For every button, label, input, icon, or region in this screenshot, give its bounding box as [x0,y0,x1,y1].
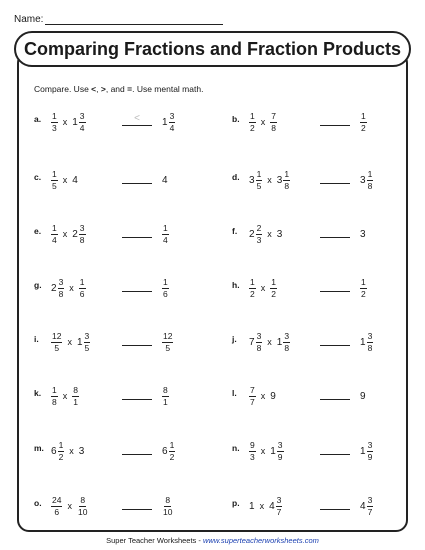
whole-number: 1 [270,445,276,457]
numerator: 1 [58,440,64,450]
answer-blank[interactable] [320,454,350,455]
numerator: 3 [58,277,64,287]
problem-item [34,381,204,411]
fraction [51,224,58,244]
numerator: 3 [169,111,175,121]
problem-expression [249,107,277,137]
numerator: 8 [163,385,168,395]
numerator: 3 [276,495,282,505]
problem-letter: i. [34,334,39,344]
denominator: 8 [256,342,262,353]
numerator: 2 [256,223,262,233]
fraction [79,224,86,244]
whole-number: 1 [162,116,168,128]
whole-number: 1 [360,336,366,348]
problem-expression [51,165,78,195]
denominator: 8 [79,234,85,245]
instructions-text: Compare. Use [34,84,92,94]
problem-letter: a. [34,114,42,124]
fraction [51,170,58,190]
answer-blank[interactable] [320,509,350,510]
comparison-value [360,219,366,249]
whole-number: 3 [360,228,366,240]
instructions-text: , and [105,84,128,94]
problem-letter: o. [34,498,42,508]
numerator: 1 [52,223,57,233]
denominator: 10 [163,506,173,517]
worksheet-title: Comparing Fractions and Fraction Products [14,31,411,67]
problem-item [232,273,402,303]
problem-expression [51,381,79,411]
denominator: 6 [163,288,168,299]
denominator: 3 [250,451,255,462]
sample-answer: < [134,113,140,124]
whole-number: 2 [72,228,78,240]
answer-blank[interactable] [122,291,152,292]
numerator: 3 [367,440,373,450]
numerator: 1 [169,440,175,450]
whole-number: 6 [51,445,57,457]
denominator: 2 [169,451,175,462]
problem-item [232,491,402,521]
numerator: 3 [277,440,283,450]
fraction [276,496,283,516]
denominator: 4 [52,234,57,245]
denominator: 7 [250,396,255,407]
name-label: Name: [14,14,44,25]
answer-blank[interactable] [320,183,350,184]
answer-blank[interactable] [122,125,152,126]
numerator: 1 [271,277,276,287]
comparison-value [162,219,169,249]
fraction [169,112,176,132]
fraction [249,278,256,298]
numerator: 3 [367,331,373,341]
answer-blank[interactable] [122,345,152,346]
denominator: 5 [52,180,57,191]
less-than-symbol: < [91,84,97,94]
multiply-symbol: x [67,501,72,511]
instructions [34,84,203,94]
name-field [14,14,223,25]
multiply-symbol: x [69,446,74,456]
multiply-symbol: x [267,175,272,185]
problem-letter: p. [232,498,240,508]
fraction [360,278,367,298]
fraction [79,278,86,298]
problem-letter: g. [34,280,42,290]
multiply-symbol: x [62,391,68,401]
multiply-symbol: x [62,117,68,127]
comparison-value [360,107,367,137]
whole-number: 6 [162,445,168,457]
fraction [360,112,367,132]
denominator: 1 [73,396,78,407]
fraction [367,170,374,190]
answer-blank[interactable] [320,237,350,238]
problem-expression [249,273,277,303]
numerator: 7 [250,385,255,395]
denominator: 8 [58,288,64,299]
multiply-symbol: x [260,283,266,293]
problem-expression [51,491,88,521]
numerator: 3 [256,331,262,341]
numerator: 3 [79,111,85,121]
denominator: 8 [284,180,290,191]
answer-blank[interactable] [122,237,152,238]
whole-number: 1 [276,336,283,348]
fraction [162,224,169,244]
fraction [162,496,173,516]
numerator: 3 [284,331,290,341]
problem-item [232,436,402,466]
name-line[interactable] [45,15,223,25]
numerator: 1 [79,277,85,287]
comparison-value [162,381,169,411]
numerator: 8 [73,385,78,395]
numerator: 8 [80,495,86,505]
fraction [283,332,290,352]
numerator: 1 [163,277,168,287]
fraction [270,278,277,298]
multiply-symbol: x [62,229,68,239]
problem-letter: l. [232,388,237,398]
comparison-value [162,436,175,466]
fraction [283,170,290,190]
answer-blank[interactable] [122,399,152,400]
problem-expression [249,327,290,357]
whole-number: 9 [270,390,276,402]
numerator: 1 [52,111,57,121]
fraction [169,441,176,461]
problem-expression [51,273,86,303]
comparison-value [162,273,169,303]
fraction [58,441,65,461]
fraction [367,332,374,352]
fraction [51,386,58,406]
fraction [162,386,169,406]
denominator: 5 [165,342,171,353]
fraction [162,278,169,298]
answer-blank[interactable] [122,509,152,510]
fraction [367,496,374,516]
instructions-text: , [96,84,101,94]
comparison-value [162,491,173,521]
numerator: 9 [250,440,255,450]
denominator: 5 [84,342,90,353]
problem-letter: k. [34,388,42,398]
whole-number: 2 [249,228,255,240]
problem-expression [51,327,90,357]
problem-item [232,381,402,411]
multiply-symbol: x [267,337,272,347]
footer [0,536,425,545]
answer-blank[interactable] [320,125,350,126]
comparison-value [162,165,168,195]
answer-blank[interactable] [320,345,350,346]
denominator: 2 [361,288,366,299]
fraction [256,224,263,244]
problem-item [34,436,204,466]
problem-item [232,107,402,137]
problem-item [232,327,402,357]
problem-item [232,219,402,249]
denominator: 8 [367,342,373,353]
numerator: 12 [163,331,173,341]
denominator: 7 [367,506,373,517]
fraction [51,332,62,352]
answer-blank[interactable] [320,399,350,400]
comparison-value [162,327,173,357]
multiply-symbol: x [260,117,266,127]
problem-expression [249,436,284,466]
problem-expression [51,107,86,137]
whole-number: 2 [51,282,57,294]
numerator: 3 [79,223,85,233]
numerator: 1 [367,169,373,179]
denominator: 4 [79,122,85,133]
problem-expression [249,381,276,411]
fraction [77,496,88,516]
numerator: 12 [52,331,62,341]
denominator: 10 [77,506,88,517]
fraction [270,112,277,132]
whole-number: 4 [360,500,366,512]
problem-letter: e. [34,226,42,236]
problem-letter: j. [232,334,237,344]
problem-expression [249,165,290,195]
footer-brand: Super Teacher Worksheets [106,536,197,545]
multiply-symbol: x [267,229,272,239]
fraction [72,386,79,406]
numerator: 1 [250,277,255,287]
denominator: 3 [256,234,262,245]
numerator: 1 [250,111,255,121]
problem-letter: h. [232,280,240,290]
whole-number: 3 [276,228,283,240]
answer-blank[interactable] [122,454,152,455]
denominator: 1 [163,396,168,407]
answer-blank[interactable] [122,183,152,184]
numerator: 24 [52,495,62,505]
problem-expression [51,436,84,466]
numerator: 1 [361,111,366,121]
multiply-symbol: x [67,337,72,347]
whole-number: 4 [269,500,275,512]
denominator: 2 [361,122,366,133]
fraction [256,332,263,352]
problem-item [34,327,204,357]
multiply-symbol: x [69,283,74,293]
problem-item [34,219,204,249]
denominator: 4 [163,234,168,245]
denominator: 5 [54,342,60,353]
problem-expression [249,219,282,249]
whole-number: 7 [249,336,255,348]
fraction [249,112,256,132]
problem-item [34,107,204,137]
problem-item [34,273,204,303]
whole-number: 4 [162,174,168,186]
numerator: 8 [165,495,171,505]
multiply-symbol: x [259,501,265,511]
comparison-value [360,273,367,303]
fraction [249,386,256,406]
answer-blank[interactable] [320,291,350,292]
numerator: 1 [52,169,57,179]
problem-expression [51,219,86,249]
whole-number: 1 [76,336,83,348]
whole-number: 3 [276,174,283,186]
numerator: 1 [163,223,168,233]
denominator: 8 [271,122,276,133]
denominator: 6 [54,506,60,517]
fraction [84,332,91,352]
multiply-symbol: x [62,175,68,185]
denominator: 8 [52,396,57,407]
whole-number: 1 [249,500,255,512]
denominator: 2 [271,288,276,299]
denominator: 2 [250,122,255,133]
fraction [51,112,58,132]
problem-item [232,165,402,195]
whole-number: 1 [72,116,78,128]
numerator: 3 [367,495,373,505]
denominator: 6 [79,288,85,299]
problem-letter: f. [232,226,238,236]
denominator: 9 [277,451,283,462]
whole-number: 3 [360,174,366,186]
comparison-value [360,327,373,357]
instructions-text: . Use mental math. [132,84,204,94]
numerator: 1 [256,169,262,179]
problem-item [34,491,204,521]
denominator: 9 [367,451,373,462]
footer-url[interactable]: www.superteacherworksheets.com [202,536,319,545]
numerator: 7 [271,111,276,121]
problem-letter: d. [232,172,240,182]
denominator: 8 [367,180,373,191]
fraction [249,441,256,461]
problem-letter: m. [34,443,44,453]
greater-than-symbol: > [100,84,106,94]
multiply-symbol: x [260,446,266,456]
equals-symbol: = [127,84,133,94]
whole-number: 3 [249,174,255,186]
fraction [58,278,65,298]
denominator: 2 [58,451,64,462]
multiply-symbol: x [260,391,266,401]
comparison-value [360,436,373,466]
problem-expression [249,491,282,521]
comparison-value [162,107,175,137]
denominator: 7 [276,506,282,517]
whole-number: 3 [78,445,85,457]
footer-separator: - [196,536,203,545]
numerator: 3 [84,331,90,341]
denominator: 3 [52,122,57,133]
whole-number: 1 [360,445,366,457]
comparison-value [360,491,373,521]
numerator: 1 [361,277,366,287]
problem-letter: c. [34,172,42,182]
denominator: 2 [250,288,255,299]
comparison-value [360,381,366,411]
whole-number: 9 [360,390,366,402]
comparison-value [360,165,373,195]
problem-letter: n. [232,443,240,453]
numerator: 1 [284,169,290,179]
denominator: 5 [256,180,262,191]
fraction [256,170,263,190]
denominator: 8 [284,342,290,353]
fraction [277,441,284,461]
denominator: 4 [169,122,175,133]
fraction [367,441,374,461]
fraction [79,112,86,132]
problem-letter: b. [232,114,240,124]
whole-number: 4 [72,174,78,186]
problem-item [34,165,204,195]
fraction [51,496,62,516]
fraction [162,332,173,352]
numerator: 1 [52,385,57,395]
